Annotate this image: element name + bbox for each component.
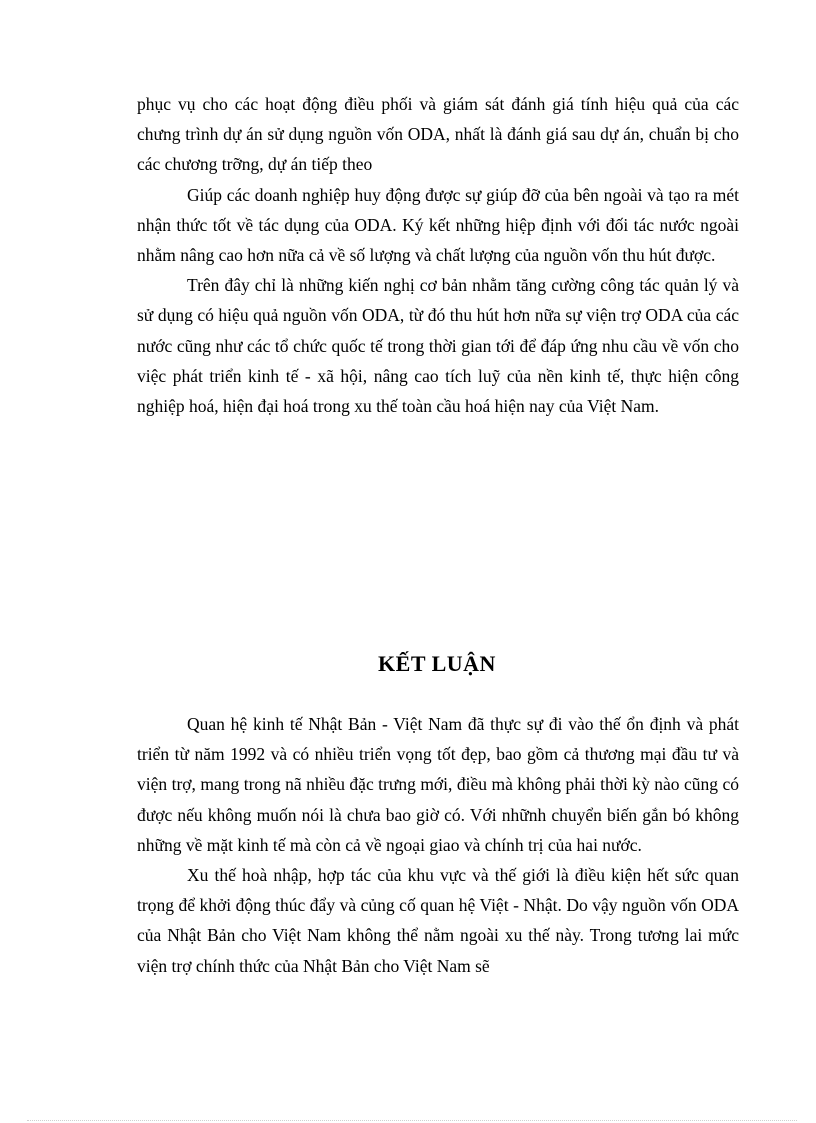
paragraph-recommendations-summary: Trên đây chỉ là những kiến nghị cơ bản nhằm tăng cường công tác quản lý và sử dụng có hiệu quả nguồn vốn ODA, từ đó thu hút hơn nữa sự viện trợ ODA của các nước cũng như các tổ chức quốc tế trong thời gian tới để đáp ứng nhu cầu về vốn cho việc phát triển kinh tế - xã hội, nâng cao tích luỹ của nền kinh tế, thực hiện công nghiệp hoá, hiện đại hoá trong xu thế toàn cầu hoá hiện nay của Việt Nam. xyxy=(137,275,739,417)
top-text-section xyxy=(137,89,739,421)
section-heading-conclusion: KẾT LUẬN xyxy=(378,651,496,676)
paragraph-japan-vietnam-relations: Quan hệ kinh tế Nhật Bản - Việt Nam đã thực sự đi vào thế ổn định và phát triển từ năm 1992 và có nhiều triển vọng tốt đẹp, bao gồm cả thương mại đầu tư và viện trợ, mang trong nã nhiều đặc trưng mới, điều mà không phải thời kỳ nào cũng có được nếu không muốn nói là chưa bao giờ có. Với nhữnh chuyển biến gắn bó không những về mặt kinh tế mà còn cả về ngoại giao và chính trị của hai nước. xyxy=(137,714,739,855)
conclusion-text-section xyxy=(137,709,739,981)
paragraph-integration-trend: Xu thế hoà nhập, hợp tác của khu vực và thế giới là điều kiện hết sức quan trọng để khởi động thúc đẩy và củng cố quan hệ Việt - Nhật. Do vậy nguồn vốn ODA của Nhật Bản cho Việt Nam không thể nằm ngoài xu thế này. Trong tương lai mức viện trợ chính thức của Nhật Bản cho Việt Nam sẽ xyxy=(137,865,739,976)
paragraph-continuation: phục vụ cho các hoạt động điều phối và giám sát đánh giá tính hiệu quả của các chưng trình dự án sử dụng nguồn vốn ODA, nhất là đánh giá sau dự án, chuẩn bị cho các chương trỡng, dự án tiếp theo xyxy=(137,94,739,175)
paragraph-enterprise-support: Giúp các doanh nghiệp huy động được sự giúp đỡ của bên ngoài và tạo ra mét nhận thức tốt về tác dụng của ODA. Ký kết những hiệp định với đối tác nước ngoài nhằm nâng cao hơn nữa cả về số lượng và chất lượng của nguồn vốn thu hút được. xyxy=(137,184,739,266)
page-bottom-divider xyxy=(27,1120,797,1121)
